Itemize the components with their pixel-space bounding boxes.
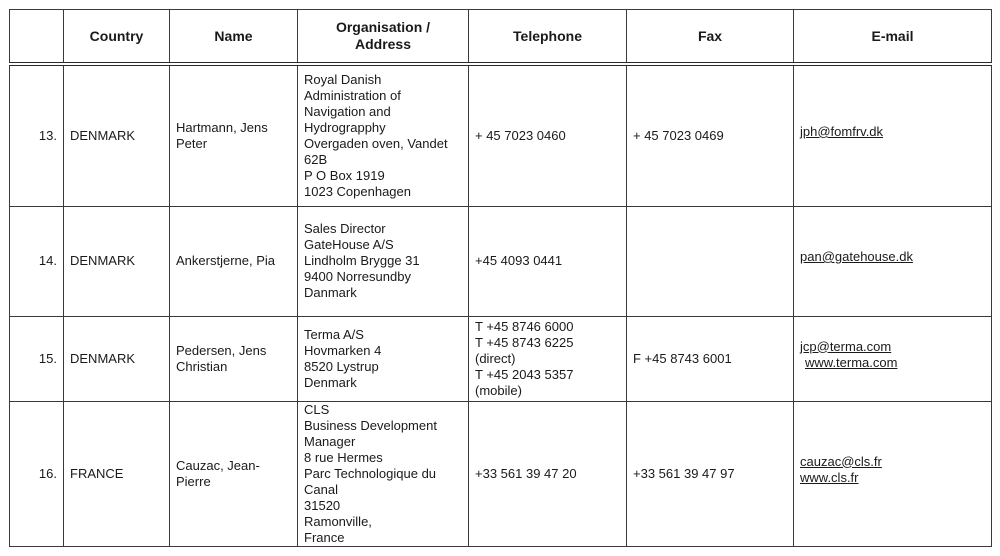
fax-line: +33 561 39 47 97 xyxy=(633,465,735,481)
table-body xyxy=(10,64,992,546)
organisation-line: Hovmarken 4 xyxy=(304,342,382,358)
name-cell xyxy=(170,206,298,316)
email-cell xyxy=(794,206,992,316)
fax-cell xyxy=(627,401,794,546)
country-cell xyxy=(64,206,170,316)
header-telephone: Telephone xyxy=(469,10,627,65)
organisation-line: 62B xyxy=(304,151,328,167)
telephone-line: + 45 7023 0460 xyxy=(475,127,566,143)
email-link[interactable]: jcp@terma.com xyxy=(800,338,892,354)
organisation-line: Terma A/S xyxy=(304,326,364,342)
organisation-line: Royal Danish xyxy=(304,71,382,87)
organisation-line: Manager xyxy=(304,433,356,449)
header-num xyxy=(10,10,64,65)
email-links xyxy=(800,249,985,265)
telephone-cell xyxy=(469,206,627,316)
fax-line: F +45 8743 6001 xyxy=(633,350,732,366)
organisation-line: 9400 Norresundby xyxy=(304,269,411,284)
country: DENMARK xyxy=(70,350,136,366)
email-cell xyxy=(794,401,992,546)
organisation-line: Hydrograpphy xyxy=(304,119,386,135)
country: DENMARK xyxy=(70,253,136,268)
organisation-line: 31520 xyxy=(304,497,341,513)
country: FRANCE xyxy=(70,465,124,481)
table-row xyxy=(10,206,992,316)
table-row xyxy=(10,64,992,206)
telephone-line: T +45 8746 6000 xyxy=(475,318,574,334)
telephone-line: (direct) xyxy=(475,350,516,366)
telephone-cell xyxy=(469,316,627,401)
name-line: Pierre xyxy=(176,473,211,489)
organisation-line: P O Box 1919 xyxy=(304,167,385,183)
row-number-cell xyxy=(10,316,64,401)
fax-cell xyxy=(627,206,794,316)
row-number: 13. xyxy=(38,127,57,143)
row-number: 16. xyxy=(38,465,57,481)
fax-line: + 45 7023 0469 xyxy=(633,127,724,143)
organisation-line: 8520 Lystrup xyxy=(304,358,379,374)
country: DENMARK xyxy=(70,127,136,143)
row-number-cell xyxy=(10,206,64,316)
email-links xyxy=(800,124,985,140)
organisation-line: Danmark xyxy=(304,285,357,300)
name-line: Ankerstjerne, Pia xyxy=(176,253,275,268)
email-links xyxy=(800,339,985,371)
header-fax: Fax xyxy=(627,10,794,65)
header-row xyxy=(10,10,992,65)
organisation-line: Overgaden oven, Vandet xyxy=(304,135,448,151)
organisation-line: Lindholm Brygge 31 xyxy=(304,253,420,268)
organisation-line: GateHouse A/S xyxy=(304,237,394,252)
telephone-line: T +45 2043 5357 xyxy=(475,366,574,382)
organisation-line: Ramonville, xyxy=(304,513,372,529)
table-row xyxy=(10,401,992,546)
email-link[interactable]: cauzac@cls.fr xyxy=(800,453,882,469)
row-number-cell xyxy=(10,401,64,546)
organisation-cell xyxy=(298,64,469,206)
organisation-line: Sales Director xyxy=(304,221,386,236)
organisation-line: 1023 Copenhagen xyxy=(304,183,411,199)
header-name: Name xyxy=(170,10,298,65)
organisation-line: CLS xyxy=(304,401,330,417)
email-cell xyxy=(794,316,992,401)
organisation-line: 8 rue Hermes xyxy=(304,449,383,465)
organisation-line: Parc Technologique du xyxy=(304,465,437,481)
organisation-line: Business Development xyxy=(304,417,437,433)
header-organisation: Organisation / Address xyxy=(298,10,469,65)
row-number-cell xyxy=(10,64,64,206)
fax-cell xyxy=(627,316,794,401)
row-number: 14. xyxy=(38,253,57,268)
website-link[interactable]: www.terma.com xyxy=(805,354,898,370)
email-cell xyxy=(794,64,992,206)
name-cell xyxy=(170,316,298,401)
header-country: Country xyxy=(64,10,170,65)
table-row xyxy=(10,316,992,401)
row-number: 15. xyxy=(38,350,57,366)
organisation-line: Canal xyxy=(304,481,338,497)
fax-cell xyxy=(627,64,794,206)
telephone-cell xyxy=(469,401,627,546)
email-link[interactable]: pan@gatehouse.dk xyxy=(800,249,913,264)
website-link[interactable]: www.cls.fr xyxy=(800,469,859,485)
telephone-line: +33 561 39 47 20 xyxy=(475,465,577,481)
country-cell xyxy=(64,316,170,401)
name-line: Cauzac, Jean- xyxy=(176,457,260,473)
telephone-line: (mobile) xyxy=(475,382,522,398)
organisation-cell xyxy=(298,206,469,316)
name-cell xyxy=(170,401,298,546)
name-line: Pedersen, Jens xyxy=(176,342,267,358)
name-line: Peter xyxy=(176,135,208,151)
name-line: Hartmann, Jens xyxy=(176,119,268,135)
organisation-line: Navigation and xyxy=(304,103,391,119)
organisation-cell xyxy=(298,401,469,546)
name-line: Christian xyxy=(176,358,228,374)
organisation-cell xyxy=(298,316,469,401)
country-cell xyxy=(64,401,170,546)
telephone-line: T +45 8743 6225 xyxy=(475,334,574,350)
telephone-line: +45 4093 0441 xyxy=(475,253,563,268)
organisation-line: Administration of xyxy=(304,87,401,103)
organisation-line: France xyxy=(304,529,345,545)
organisation-line: Denmark xyxy=(304,374,357,390)
country-cell xyxy=(64,64,170,206)
contacts-table xyxy=(9,9,992,547)
email-link[interactable]: jph@fomfrv.dk xyxy=(800,123,884,139)
name-cell xyxy=(170,64,298,206)
email-links xyxy=(800,454,985,486)
header-email: E-mail xyxy=(794,10,992,65)
telephone-cell xyxy=(469,64,627,206)
